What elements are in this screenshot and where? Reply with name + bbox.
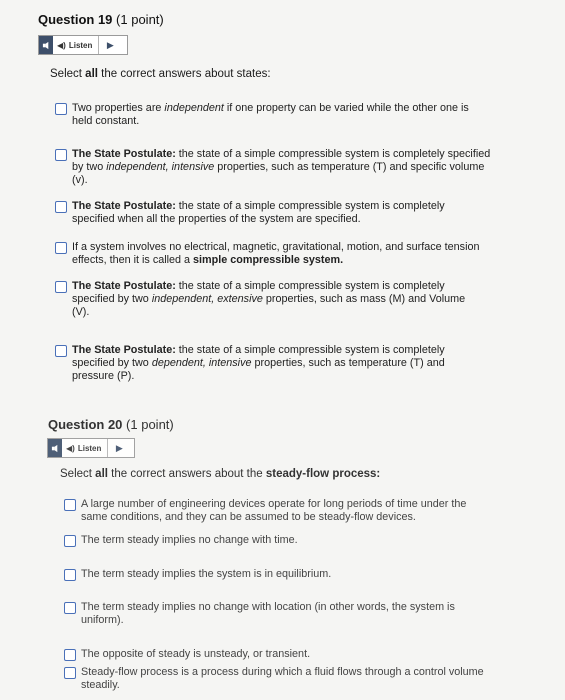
q20-option-2[interactable] xyxy=(64,534,484,547)
play-icon[interactable]: ▶ xyxy=(115,442,123,453)
checkbox[interactable] xyxy=(64,499,76,511)
option-text: The State Postulate: the state of a simple compressible system is completely specified by two dependent, intensive properties, such as temperature (T) and pressure (P). xyxy=(72,344,445,382)
q19-option-4[interactable] xyxy=(55,241,485,267)
q20-option-5[interactable] xyxy=(64,648,484,661)
checkbox[interactable] xyxy=(55,345,67,357)
speaker-icon xyxy=(39,36,53,54)
checkbox[interactable] xyxy=(55,242,67,254)
listen-label: Listen xyxy=(68,40,93,50)
volume-icon: ◀) xyxy=(66,443,75,453)
checkbox[interactable] xyxy=(55,281,67,293)
q20-option-4[interactable] xyxy=(64,601,484,627)
option-text: Steady-flow process is a process during which a fluid flows through a control volume steadily. xyxy=(81,666,484,691)
q20-option-6[interactable] xyxy=(64,666,484,692)
checkbox[interactable] xyxy=(64,535,76,547)
q19-option-3[interactable] xyxy=(55,200,485,226)
question-20-prompt: Select all the correct answers about the steady-flow process: xyxy=(60,468,381,480)
checkbox[interactable] xyxy=(55,103,67,115)
question-20-title: Question 20 (1 point) xyxy=(48,417,174,432)
speaker-icon xyxy=(48,439,62,457)
q20-option-3[interactable] xyxy=(64,568,484,581)
option-text: Two properties are independent if one property can be varied while the other one is held constant. xyxy=(72,102,469,127)
listen-label: Listen xyxy=(77,443,102,453)
listen-button-q19[interactable] xyxy=(38,35,128,55)
option-text: The State Postulate: the state of a simple compressible system is completely specified by two independent, extensive properties, such as mass (M) and Volume (V). xyxy=(72,280,466,318)
checkbox[interactable] xyxy=(64,667,76,679)
q19-option-1[interactable] xyxy=(55,102,485,128)
checkbox[interactable] xyxy=(64,649,76,661)
listen-button-q20[interactable] xyxy=(47,438,135,458)
checkbox[interactable] xyxy=(64,602,76,614)
q19-option-5[interactable] xyxy=(55,280,485,319)
checkbox[interactable] xyxy=(55,201,67,213)
checkbox[interactable] xyxy=(64,569,76,581)
question-19-title: Question 19 (1 point) xyxy=(38,12,164,27)
option-text: A large number of engineering devices operate for long periods of time under the same conditions, and they can be assumed to be steady-flow devices. xyxy=(81,498,467,523)
q19-option-6[interactable] xyxy=(55,344,485,383)
question-19-prompt: Select all the correct answers about states: xyxy=(50,68,271,80)
option-text: The State Postulate: the state of a simple compressible system is completely specified by two independent, intensive properties, such as temperature (T) and specific volume (v). xyxy=(72,148,491,186)
option-text: The term steady implies no change with location (in other words, the system is uniform). xyxy=(81,601,455,626)
checkbox[interactable] xyxy=(55,149,67,161)
option-text: The term steady implies no change with time. xyxy=(81,534,298,546)
q20-option-1[interactable] xyxy=(64,498,484,524)
option-text: The State Postulate: the state of a simple compressible system is completely specified when all the properties of the system are specified. xyxy=(72,200,445,225)
option-text: The term steady implies the system is in equilibrium. xyxy=(81,568,332,580)
q19-option-2[interactable] xyxy=(55,148,495,187)
option-text: The opposite of steady is unsteady, or transient. xyxy=(81,648,311,660)
play-icon[interactable]: ▶ xyxy=(106,39,114,50)
volume-icon: ◀) xyxy=(57,40,66,50)
option-text: If a system involves no electrical, magnetic, gravitational, motion, and surface tension effects, then it is called a simple compressible system. xyxy=(72,241,480,266)
